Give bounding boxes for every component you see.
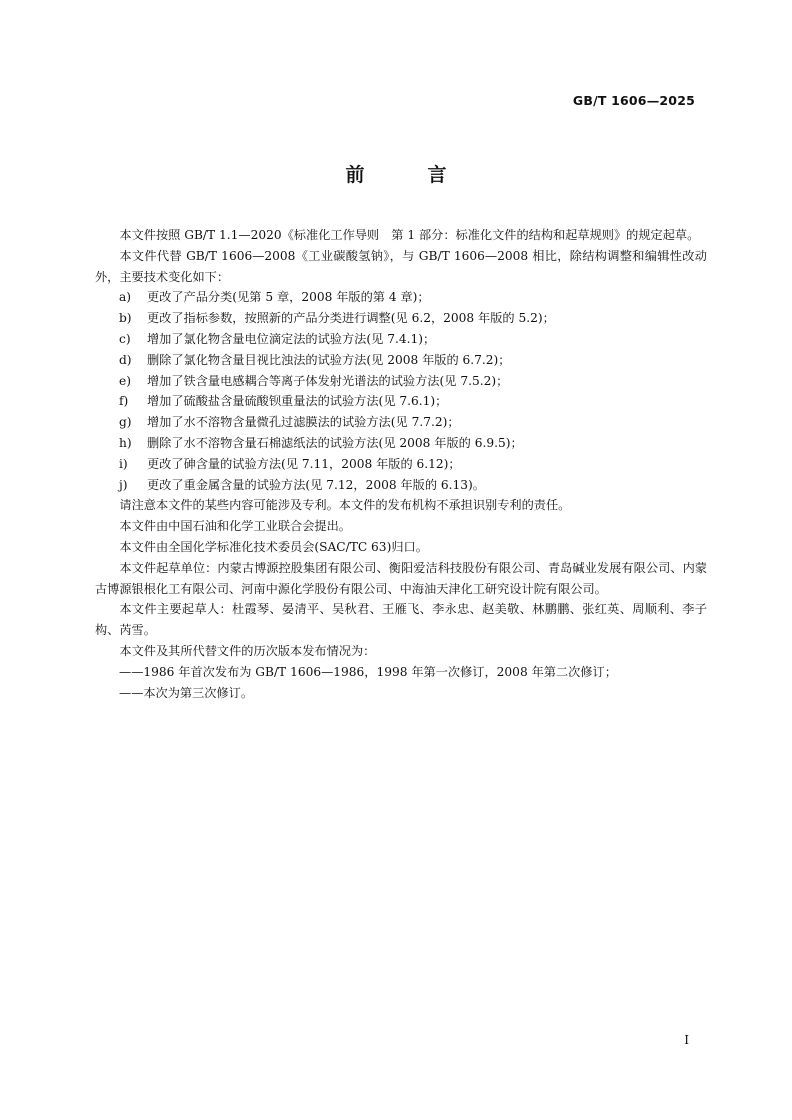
paragraph: 本文件由全国化学标准化技术委员会(SAC/TC 63)归口。 <box>119 539 428 554</box>
list-item-text: 更改了产品分类(见第 5 章，2008 年版的第 4 章)； <box>147 290 430 305</box>
list-item-text: 删除了水不溶物含量石棉滤纸法的试验方法(见 2008 年版的 6.9.5)； <box>147 435 523 450</box>
list-item-label: g) <box>119 415 132 430</box>
list-item <box>95 391 707 412</box>
list-item-label: h) <box>119 435 132 450</box>
list-item-text: 增加了铁含量电感耦合等离子体发射光谱法的试验方法(见 7.5.2)； <box>147 373 509 388</box>
list-item <box>95 350 707 371</box>
list-item <box>95 308 707 329</box>
standard-code: GB/T 1606—2025 <box>572 93 695 108</box>
document-body <box>95 225 707 703</box>
paragraph: 本文件及其所代替文件的历次版本发布情况为： <box>119 643 376 658</box>
history-item: ——本次为第三次修订。 <box>119 685 254 700</box>
list-item-text: 删除了氯化物含量目视比浊法的试验方法(见 2008 年版的 6.7.2)； <box>147 352 511 367</box>
history-item: ——1986 年首次发布为 GB/T 1606—1986，1998 年第一次修订，2008 年第二次修订； <box>119 664 617 679</box>
list-item-text: 增加了水不溶物含量微孔过滤膜法的试验方法(见 7.7.2)； <box>147 415 460 430</box>
list-item <box>95 287 707 308</box>
list-item-text: 更改了重金属含量的试验方法(见 7.12，2008 年版的 6.13)。 <box>147 477 485 492</box>
paragraph: 本文件代替 GB/T 1606—2008《工业碳酸氢钠》，与 GB/T 1606—2008 相比，除结构调整和编辑性改动外，主要技术变化如下： <box>95 248 707 284</box>
list-item-text: 增加了硫酸盐含量硫酸钡重量法的试验方法(见 7.6.1)； <box>147 394 448 409</box>
list-item-label: e) <box>119 373 131 388</box>
paragraph: 本文件主要起草人：杜霞琴、晏清平、吴秋君、王雁飞、李永忠、赵美敬、林鹏鹏、张红英、周顺利、李子构、芮雪。 <box>95 602 707 638</box>
paragraph: 本文件由中国石油和化学工业联合会提出。 <box>119 519 351 534</box>
list-item-label: i) <box>119 456 128 471</box>
list-item-text: 增加了氯化物含量电位滴定法的试验方法(见 7.4.1)； <box>147 331 436 346</box>
page-number: I <box>684 1033 689 1047</box>
page-title: 前 言 <box>345 164 469 186</box>
list-item <box>95 371 707 392</box>
list-item-label: a) <box>119 290 132 305</box>
list-item <box>95 433 707 454</box>
list-item-label: j) <box>119 477 128 492</box>
list-item <box>95 475 707 496</box>
list-item-label: b) <box>119 311 132 326</box>
list-item-text: 更改了砷含量的试验方法(见 7.11，2008 年版的 6.12)； <box>147 456 461 471</box>
paragraph: 本文件起草单位：内蒙古博源控股集团有限公司、衡阳爱洁科技股份有限公司、青岛碱业发展有限公司、内蒙古博源银根化工有限公司、河南中源化学股份有限公司、中海油天津化工研究设计院有限公司。 <box>95 560 707 596</box>
list-item <box>95 454 707 475</box>
paragraph: 本文件按照 GB/T 1.1—2020《标准化工作导则 第 1 部分：标准化文件的结构和起草规则》的规定起草。 <box>119 228 700 242</box>
list-item <box>95 412 707 433</box>
list-item-label: f) <box>119 394 129 409</box>
list-item <box>95 329 707 350</box>
paragraph: 请注意本文件的某些内容可能涉及专利。本文件的发布机构不承担识别专利的责任。 <box>119 498 571 513</box>
change-list <box>95 287 707 495</box>
list-item-label: d) <box>119 352 132 367</box>
list-item-text: 更改了指标参数，按照新的产品分类进行调整(见 6.2，2008 年版的 5.2)； <box>147 311 555 326</box>
list-item-label: c) <box>119 331 131 346</box>
